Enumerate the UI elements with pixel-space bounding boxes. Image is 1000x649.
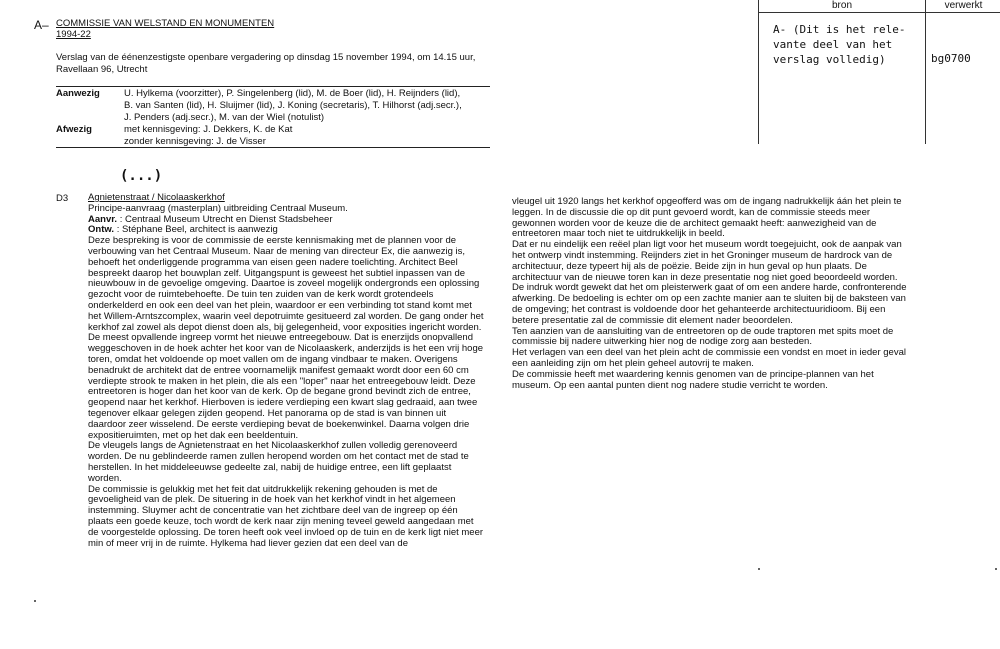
scan-speck xyxy=(995,568,997,570)
present-label: Aanwezig xyxy=(56,88,100,99)
source-box xyxy=(758,0,1000,144)
scan-speck xyxy=(758,568,760,570)
paragraph: De commissie heeft met waardering kennis genomen van de principe-plannen van het museum. Op een aantal punten dient nog nadere studie verricht te worden. xyxy=(512,368,874,391)
designer-value: : Stéphane Beel, architect is aanwezig xyxy=(116,224,278,236)
source-note xyxy=(773,22,923,67)
scan-speck xyxy=(34,600,36,602)
document-header xyxy=(56,18,274,40)
paragraph: Deze bespreking is voor de commissie de eerste kennismaking met de plannen voor de verbouwing van het Centraal Museum. Naar de mening van directeur Ex, die aanwezig is, behoeft het onderliggende programma van eisen geen nadere toelichting. Architect Beel bespreekt daarop het bouwplan zelf. Uitgangspunt is geweest het subtiel inpassen van de nieuwbouw in de gevoelige omgeving. Daartoe is zoveel mogelijk ondergronds een oplossing gezocht voor de ruimtebehoefte. De tuin ten zuiden van de kerk wordt grotendeels onderkelderd en ook een deel van het plein, waardoor er een verbinding tot stand komt met het Willem-Arntszcomplex, waarin veel depotruimte gesitueerd zal worden. De gang onder het kerkhof zal zowel als depot dienst doen als, bij gelegenheid, voor exposities ingericht worden. xyxy=(88,235,484,333)
designer-label: Ontw. xyxy=(88,224,115,236)
present-line: J. Penders (adj.secr.), M. van der Wiel (notulist) xyxy=(124,112,325,123)
paragraph: De commissie is gelukkig met het feit dat uitdrukkelijk rekening gehouden is met de gevoeligheid van de plek. De situering in de hoek van het kerkhof vindt in het algemeen instemming. Sluymer acht de concentratie van het zichtbare deel van de ingreep op één plaats een goede keuze, toch wordt de kerk naar zijn mening teveel geweld aangedaan met de voorgestelde oplossing. De toren heeft ook veel invloed op de tuin en de kerk ligt niet meer min of meer vrij in de ruimte. Hylkema had liever gezien dat een deel van de xyxy=(88,483,484,549)
item-title: Agnietenstraat / Nicolaaskerkhof xyxy=(88,192,225,203)
item-subtitle: Principe-aanvraag (masterplan) uitbreiding Centraal Museum. xyxy=(88,202,348,214)
paragraph: De vleugels langs de Agnietenstraat en het Nicolaaskerkhof zullen volledig gerenoveerd worden. De nu geblindeerde ramen zullen heropend worden om het contact met de stad te herstellen. In het middeleeuwse gedeelte zal, nabij de huidige entree, een lift geplaatst worden. xyxy=(88,440,469,484)
paragraph: Dat er nu eindelijk een reëel plan ligt voor het museum wordt toegejuicht, ook de aanpak van het ontwerp vindt instemming. Reijnders ziet in het Groninger museum de hardrock van de architectuur, deze typeert hij als de poëzie. Beide zijn in hun geval op hun plaats. De architectuur van de nieuwe toren kan in deze presentatie nog niet goed beoordeeld worden. De indruk wordt gewekt dat het om pleisterwerk gaat of om een andere harde, confronterende afwerking. De bedoeling is echter om op een zachte manier aan te sluiten bij de baksteen van de omgeving; het contrast is voldoende door het gehanteerde architectuuridioom. Bij een betere presentatie zal de commissie dit element nader beoordelen. xyxy=(512,239,907,326)
paragraph: De meest opvallende ingreep vormt het nieuwe entreegebouw. Dat is enerzijds onopvallend weggeschoven in de hoek achter het koor van de Nicolaaskerk, anderzijds is het een vrij hoge toren, omdat het voldoende op moet vallen om de ingang vindbaar te maken. Overigens benadrukt de architekt dat de entree voornamelijk manifest gemaakt wordt door een 60 cm verdiepte strook te maken in het plein, die als een "loper" naar het entreegebouw leidt. Deze entreetoren is hoger dan het koor van de kerk. Op de begane grond bevindt zich de entree, geopend naar het kerkhof. Hierboven is iedere verdieping een kwart slag gedraaid, aan twee tegenover elkaar gelegen zijden geopend. Het panorama op de stad is van binnen uit daardoor zeer wisselend. De eerste verdieping bevat de boekenwinkel. Daarna volgen drie expositieruimten, met op het dak een beeldentuin. xyxy=(88,332,484,441)
absent-list xyxy=(124,124,292,148)
paragraph: Het verlagen van een deel van het plein acht de commissie een vondst en moet in ieder geval een aanleiding zijn om het plein geheel autovrij te maken. xyxy=(512,347,906,369)
paragraph: Ten aanzien van de aansluiting van de entreetoren op de oude traptoren met spits moet de commissie bij nadere uitwerking hier nog de nodige zorg aan besteden. xyxy=(512,325,894,348)
applicant-value: : Centraal Museum Utrecht en Dienst Stadsbeheer xyxy=(119,213,333,225)
present-line: B. van Santen (lid), H. Sluijmer (lid), J. Koning (secretaris), T. Hilhorst (adj.secr.), xyxy=(124,100,462,111)
column-divider xyxy=(925,12,926,144)
source-note-line: A- (Dit is het rele- xyxy=(773,23,906,36)
attendance-block xyxy=(56,88,496,148)
omission-marker: (...) xyxy=(120,168,163,184)
source-note-line: vante deel van het xyxy=(773,38,893,51)
paragraph: vleugel uit 1920 langs het kerkhof opgeofferd was om de ingang nadrukkelijk áán het plein te leggen. In de discussie die op dit punt gevoerd wordt, kan de commissie steeds meer gewonnen worden voor de keuze die de architect gemaakt heeft: aanwezigheid van de entreetoren maar toch niet te uitdrukkelijk in beeld. xyxy=(512,196,902,240)
source-note-line: verslag volledig) xyxy=(773,53,886,66)
archive-code: bg0700 xyxy=(931,52,971,65)
report-year: 1994-22 xyxy=(56,29,91,40)
section-marker: A‒ xyxy=(34,18,49,32)
present-line: U. Hylkema (voorzitter), P. Singelenberg (lid), M. de Boer (lid), H. Reijnders (lid), xyxy=(124,88,461,99)
right-column xyxy=(512,197,910,391)
intro-text: Verslag van de éénenzestigste openbare vergadering op dinsdag 15 november 1994, om 14.15 uur, Ravellaan 96, Utrecht xyxy=(56,52,476,75)
absent-line: zonder kennisgeving: J. de Visser xyxy=(124,136,266,147)
committee-title: COMMISSIE VAN WELSTAND EN MONUMENTEN xyxy=(56,18,275,29)
bron-header: bron xyxy=(759,0,925,13)
item-number: D3 xyxy=(56,193,69,204)
present-list xyxy=(124,88,462,124)
absent-label: Afwezig xyxy=(56,124,92,135)
divider-top xyxy=(56,86,490,87)
divider-bottom xyxy=(56,147,490,148)
verwerkt-header: verwerkt xyxy=(925,0,1000,13)
left-column xyxy=(88,193,484,549)
absent-line: met kennisgeving: J. Dekkers, K. de Kat xyxy=(124,124,293,135)
applicant-label: Aanvr. xyxy=(88,213,118,225)
